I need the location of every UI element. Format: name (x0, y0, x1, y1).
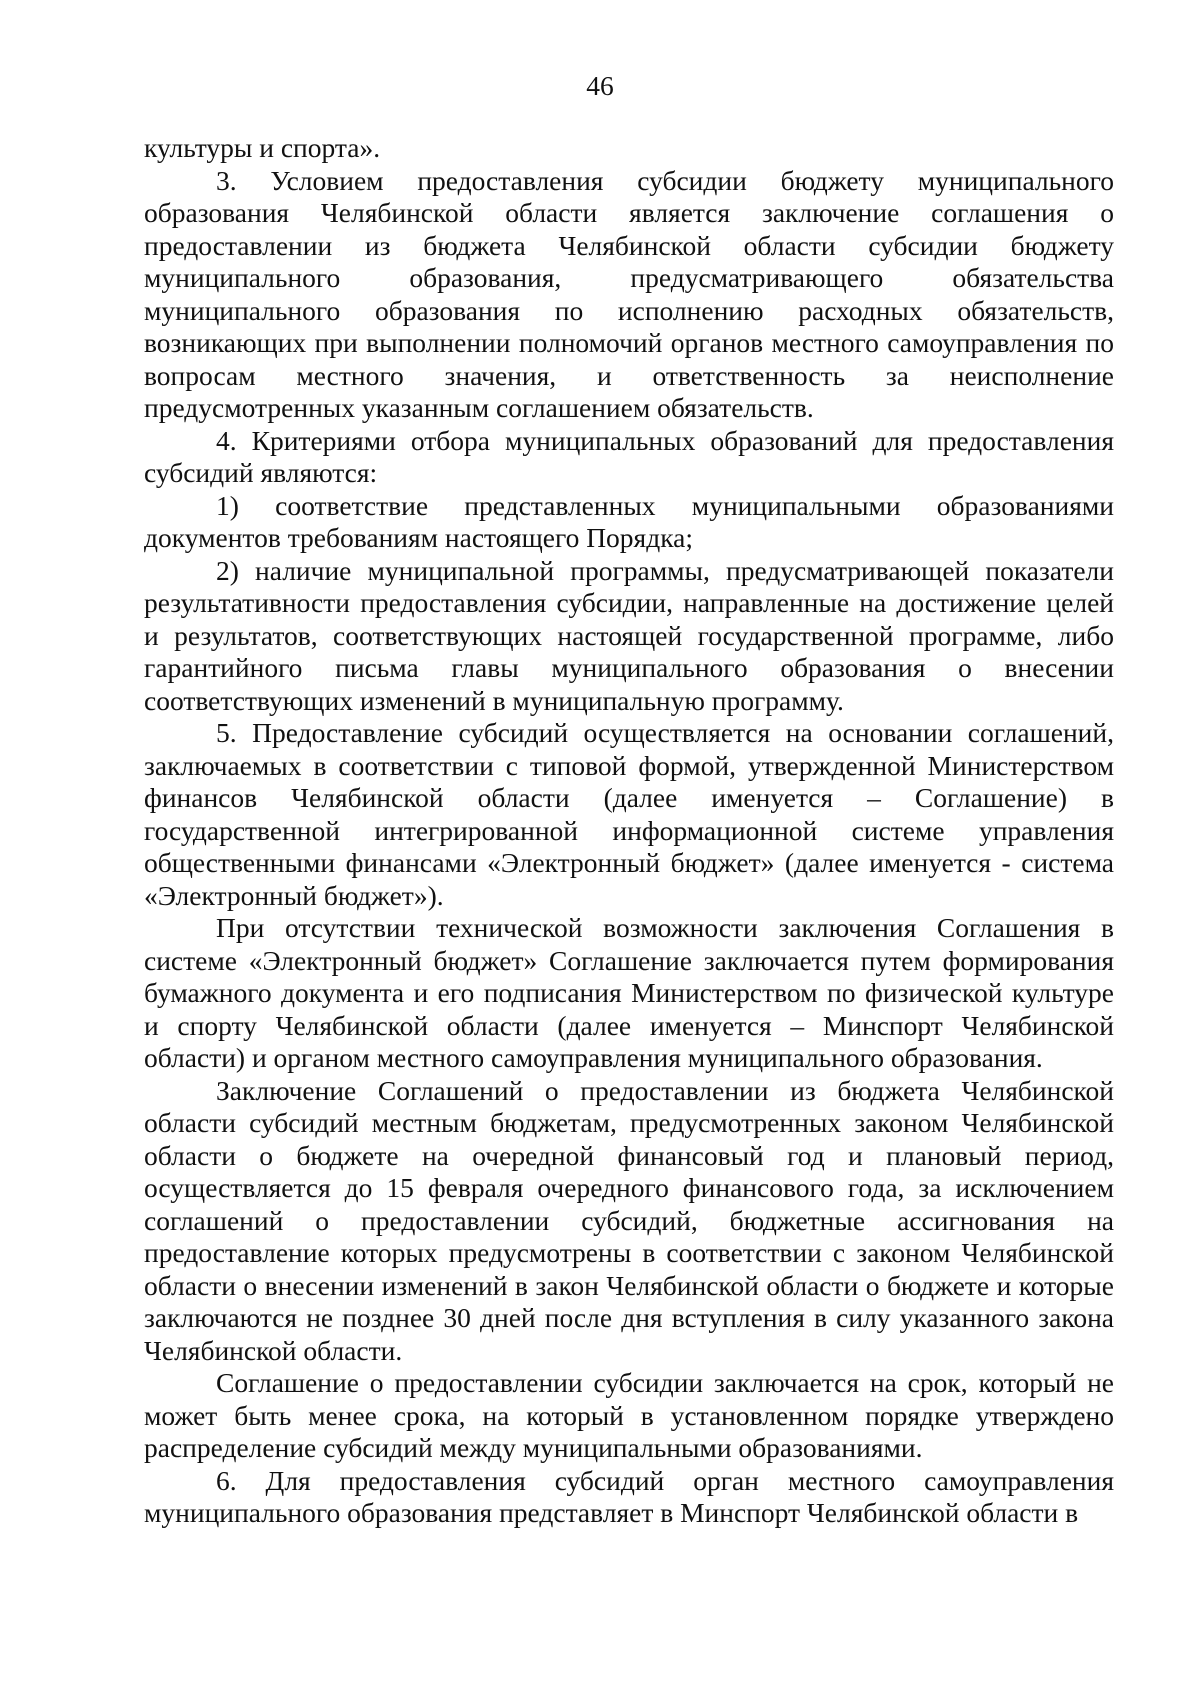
paragraph-no-technical-possibility: При отсутствии технической возможности заключения Соглашения в системе «Электронный бюджет» Соглашение заключается путем формирования бумажного документа и его подписания Министерством по физической культуре и спорту Челябинской области (далее именуется – Минспорт Челябинской области) и органом местного самоуправления муниципального образования. (144, 912, 1114, 1073)
paragraph-continuation: культуры и спорта». (144, 132, 381, 163)
paragraph-agreement-term: Соглашение о предоставлении субсидии заключается на срок, который не может быть менее срока, на который в установленном порядке утверждено распределение субсидий между муниципальными образованиями. (144, 1367, 1114, 1463)
paragraph-item-6: 6. Для предоставления субсидий орган местного самоуправления муниципального образования представляет в Минспорт Челябинской области в (144, 1464, 1114, 1528)
page-number: 46 (586, 70, 614, 101)
paragraph-item-4: 4. Критериями отбора муниципальных образований для предоставления субсидий являются: (144, 424, 1114, 488)
paragraph-item-3: 3. Условием предоставления субсидии бюджету муниципального образования Челябинской области является заключение соглашения о предоставлении из бюджета Челябинской области субсидии бюджету муниципального образования, предусматривающего обязательства муниципального образования по исполнению расходных обязательств, возникающих при выполнении полномочий органов местного самоуправления по вопросам местного значения, и ответственность за неисполнение предусмотренных указанным соглашением обязательств. (144, 164, 1114, 423)
paragraph-subitem-2: 2) наличие муниципальной программы, предусматривающей показатели результативности предоставления субсидии, направленные на достижение целей и результатов, соответствующих настоящей государственной программе, либо гарантийного письма главы муниципального образования о внесении соответствующих изменений в муниципальную программу. (144, 554, 1114, 716)
document-body (144, 132, 1114, 1530)
paragraph-subitem-1: 1) соответствие представленных муниципальными образованиями документов требованиям настоящего Порядка; (144, 489, 1114, 553)
paragraph-item-5: 5. Предоставление субсидий осуществляется на основании соглашений, заключаемых в соответствии с типовой формой, утвержденной Министерством финансов Челябинской области (далее именуется – Соглашение) в государственной интегрированной информационной системе управления общественными финансами «Электронный бюджет» (далее именуется - система «Электронный бюджет»). (144, 717, 1114, 911)
paragraph-agreements-conclusion: Заключение Соглашений о предоставлении из бюджета Челябинской области субсидий местным бюджетам, предусмотренных законом Челябинской области о бюджете на очередной финансовый год и плановый период, осуществляется до 15 февраля очередного финансового года, за исключением соглашений о предоставлении субсидий, бюджетные ассигнования на предоставление которых предусмотрены в соответствии с законом Челябинской области о внесении изменений в закон Челябинской области о бюджете и которые заключаются не позднее 30 дней после дня вступления в силу указанного закона Челябинской области. (144, 1074, 1114, 1366)
